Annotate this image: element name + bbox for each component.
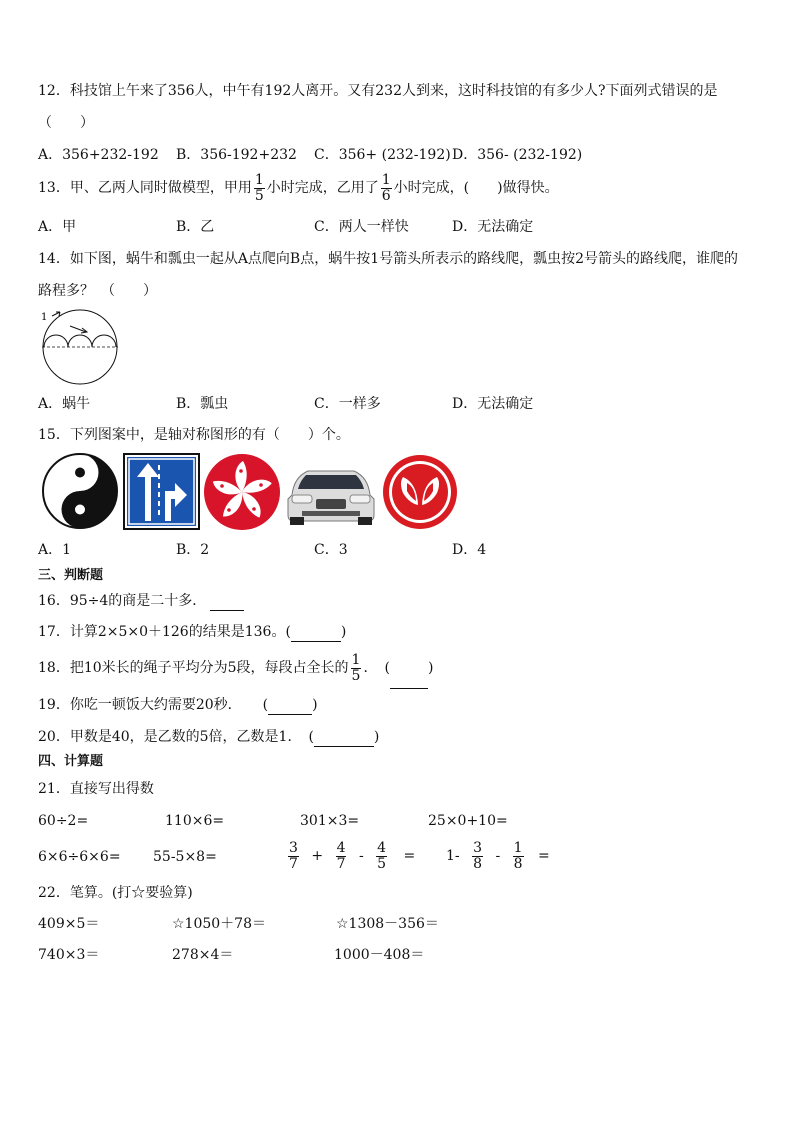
calc-item: 409×5＝ [38,916,100,932]
calc-item: ☆1308－356＝ [336,916,439,932]
q15-option-a: A．1 [38,542,72,558]
calc-item: 25×0+10= [428,813,508,829]
question-12-text: 12．科技馆上午来了356人，中午有192人离开。又有232人到来，这时科技馆的有多少人?下面列式错误的是 [38,83,718,99]
calc-item: ☆1050＋78＝ [172,916,266,932]
q15-option-c: C．3 [314,542,348,558]
fraction: $\frac{4}{7}$ [336,839,346,872]
question-21-title: 21．直接写出得数 [38,781,154,797]
q14-option-a: A．蜗牛 [38,396,91,412]
road-sign-icon [123,453,200,530]
fraction: $\frac{3}{7}$ [289,839,298,872]
red-logo-icon [381,453,459,531]
question-15-text: 15．下列图案中，是轴对称图形的有（ ）个。 [38,427,350,443]
q13-option-b: B．乙 [176,219,215,235]
answer-blank [291,623,341,642]
calc-item: 278×4＝ [172,947,234,963]
calc-item: 301×3= [300,813,360,829]
fraction: $\frac{4}{5}$ [377,839,387,872]
q13-option-a: A．甲 [38,219,77,235]
calc-item: 110×6= [165,813,225,829]
question-20-text: 20．甲数是40，是乙数的5倍，乙数是1． ( ) [38,729,380,745]
answer-blank [210,592,244,611]
calc-item: 1000－408＝ [334,947,425,963]
q12-option-d: D．356- (232-192) [452,147,583,163]
q13-option-d: D．无法确定 [452,219,534,235]
q15-option-b: B．2 [176,542,210,558]
question-22-title: 22．笔算。(打☆要验算) [38,885,193,901]
calc-item: 6×6÷6×6= [38,849,121,865]
section-heading-judgement: 三、判断题 [38,568,104,583]
circle-path-figure [38,306,128,386]
answer-blank [268,696,312,715]
question-12-answer-paren: （ ） [38,115,94,131]
question-14-text: 14．如下图，蜗牛和瓢虫一起从A点爬向B点，蜗牛按1号箭头所表示的路线爬，瓢虫按2号箭头的路线爬，谁爬的 [38,251,739,267]
fraction: $\frac{1}{5}$ [254,171,264,204]
q12-option-a: A．356+232-192 [38,147,159,163]
section-heading-calculation: 四、计算题 [38,754,104,769]
fraction: $\frac{3}{8}$ [473,839,483,872]
figure-label-1: 1 [41,312,48,323]
fraction: $\frac{1}{8}$ [513,839,523,872]
q12-option-c: C．356+ (232-192) [314,147,451,163]
q15-option-d: D．4 [452,542,487,558]
bauhinia-flag-icon [203,453,281,531]
question-17-text: 17．计算2×5×0＋126的结果是136。( ) [38,624,347,640]
car-icon [282,455,380,527]
q13-option-c: C．两人一样快 [314,219,409,235]
question-14-text-cont: 路程多？ （ ） [38,283,157,299]
answer-blank [314,728,374,747]
calc-item: 60÷2= [38,813,89,829]
q14-option-c: C．一样多 [314,396,381,412]
fraction: $\frac{1}{5}$ [351,651,361,684]
question-19-text: 19．你吃一顿饭大约需要20秒． ( ) [38,697,318,713]
question-16-text: 16．95÷4的商是二十多． [38,592,244,611]
answer-blank [390,648,428,689]
q14-option-b: B．瓢虫 [176,396,229,412]
q12-option-b: B．356-192+232 [176,147,297,163]
fraction-expression: 1- $\frac{3}{8}$ - $\frac{1}{8}$ = [446,839,550,872]
yin-yang-icon [40,452,120,530]
q14-option-d: D．无法确定 [452,396,534,412]
calc-item: 740×3＝ [38,947,100,963]
question-18-text: 18．把10米长的绳子平均分为5段，每段占全长的 $\frac{1}{5}$ ． ( ) [38,648,433,689]
calc-item: 55-5×8= [153,849,217,865]
question-13-text: 13．甲、乙两人同时做模型，甲用 $\frac{1}{5}$ 小时完成，乙用了 $\frac{1}{6}$ 小时完成，( )做得快。 [38,171,559,204]
fraction: $\frac{1}{6}$ [381,171,391,204]
fraction-expression: $\frac{3}{7}$ + $\frac{4}{7}$ - $\frac{4}{5}$ = [289,839,416,872]
